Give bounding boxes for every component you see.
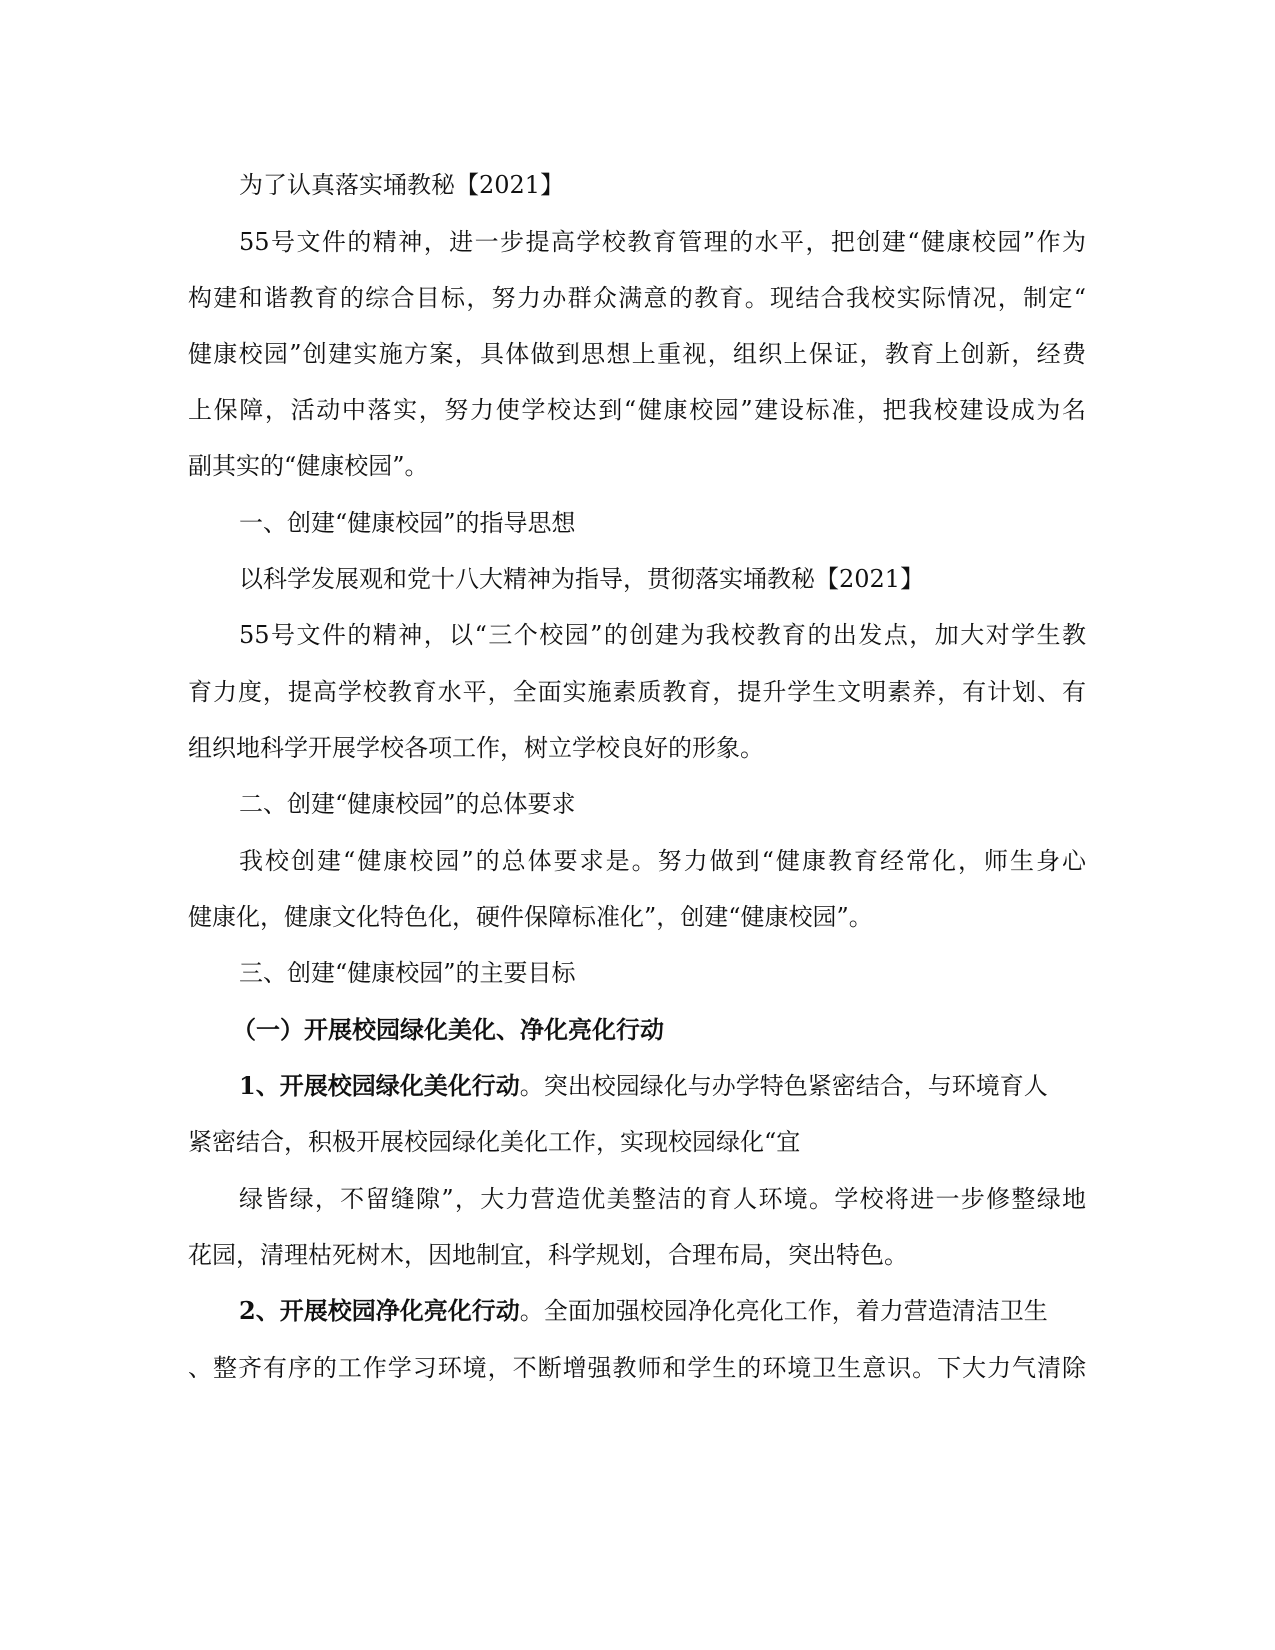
paragraph-line xyxy=(239,1294,1048,1328)
paragraph-line: 健康化，健康文化特色化，硬件保障标准化”，创建“健康校园”。 xyxy=(188,903,873,931)
paragraph-line: 上保障，活动中落实，努力使学校达到“健康校园”建设标准，把我校建设成为名 xyxy=(188,396,1086,424)
paragraph-line: 健康校园”创建实施方案，具体做到思想上重视，组织上保证，教育上创新，经费 xyxy=(188,340,1086,368)
paragraph-line: 育力度，提高学校教育水平，全面实施素质教育，提升学生文明素养，有计划、有 xyxy=(188,678,1086,706)
paragraph-line: 55号文件的精神，以“三个校园”的创建为我校教育的出发点，加大对学生教 xyxy=(239,621,1086,649)
paragraph-line: 构建和谐教育的综合目标，努力办群众满意的教育。现结合我校实际情况，制定“ xyxy=(188,284,1086,312)
section-heading: 二、创建“健康校园”的总体要求 xyxy=(239,790,576,818)
item-text: 。全面加强校园净化亮化工作，着力营造清洁卫生 xyxy=(519,1297,1048,1325)
paragraph-line: 以科学发展观和党十八大精神为指导，贯彻落实埇教秘【2021】 xyxy=(239,565,925,593)
paragraph-line: 绿皆绿，不留缝隙”，大力营造优美整洁的育人环境。学校将进一步修整绿地 xyxy=(239,1185,1086,1213)
paragraph-line: 55号文件的精神，进一步提高学校教育管理的水平，把创建“健康校园”作为 xyxy=(239,228,1086,256)
paragraph-line: 、整齐有序的工作学习环境，不断增强教师和学生的环境卫生意识。下大力气清除 xyxy=(188,1354,1086,1382)
item-lead: 2、开展校园净化亮化行动 xyxy=(239,1296,520,1325)
paragraph-line: 为了认真落实埇教秘【2021】 xyxy=(239,171,565,199)
paragraph-line: 我校创建“健康校园”的总体要求是。努力做到“健康教育经常化，师生身心 xyxy=(239,847,1086,875)
section-heading: 三、创建“健康校园”的主要目标 xyxy=(239,959,576,987)
paragraph-line: 花园，清理枯死树木，因地制宜，科学规划，合理布局，突出特色。 xyxy=(188,1241,908,1269)
paragraph-line: 组织地科学开展学校各项工作，树立学校良好的形象。 xyxy=(188,734,764,762)
paragraph-line: 副其实的“健康校园”。 xyxy=(188,452,429,480)
item-lead: 1、开展校园绿化美化行动 xyxy=(239,1071,520,1100)
paragraph-line xyxy=(239,1069,1048,1103)
section-heading: 一、创建“健康校园”的指导思想 xyxy=(239,509,576,537)
subsection-heading: （一）开展校园绿化美化、净化亮化行动 xyxy=(232,1015,664,1044)
paragraph-line: 紧密结合，积极开展校园绿化美化工作，实现校园绿化“宜 xyxy=(188,1128,801,1156)
item-text: 。突出校园绿化与办学特色紧密结合，与环境育人 xyxy=(519,1072,1048,1100)
